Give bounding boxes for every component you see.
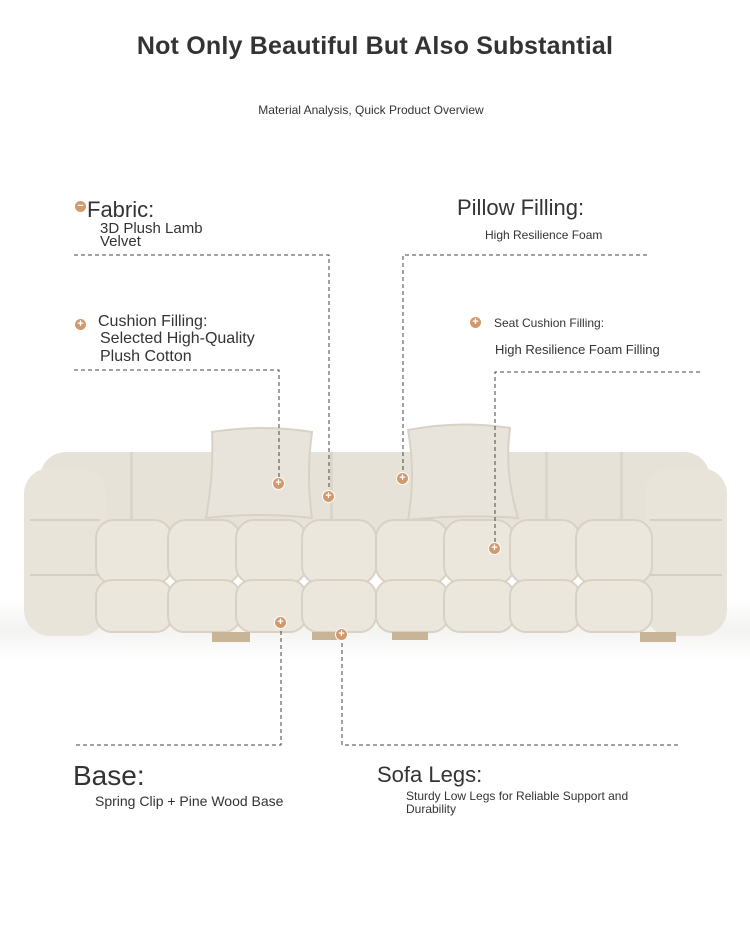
cushion-desc-2: Plush Cotton: [100, 348, 192, 365]
seat-marker-icon[interactable]: [488, 542, 501, 555]
legs-label: Sofa Legs:: [377, 762, 483, 787]
base-label: Base:: [73, 760, 145, 791]
seat-label: Seat Cushion Filling:: [494, 316, 605, 330]
cushion-bullet-icon: [74, 318, 87, 331]
page-subtitle: Material Analysis, Quick Product Overview: [258, 103, 484, 117]
legs-marker-icon[interactable]: [335, 628, 348, 641]
base-desc: Spring Clip + Pine Wood Base: [95, 793, 284, 809]
pillow-label: Pillow Filling:: [457, 195, 585, 220]
base-marker-icon[interactable]: [274, 616, 287, 629]
fabric-desc-2: Velvet: [100, 233, 141, 250]
pillow-desc: High Resilience Foam: [485, 228, 603, 242]
cushion-marker-icon[interactable]: [272, 477, 285, 490]
page-title: Not Only Beautiful But Also Substantial: [136, 32, 614, 60]
seat-desc: High Resilience Foam Filling: [495, 342, 660, 357]
fabric-marker-icon[interactable]: [322, 490, 335, 503]
cushion-label: Cushion Filling:: [98, 313, 208, 330]
legs-desc-1: Sturdy Low Legs for Reliable Support and: [406, 789, 629, 803]
fabric-desc-1: 3D Plush Lamb: [100, 220, 203, 237]
seat-bullet-icon: [469, 316, 482, 329]
pillow-marker-icon[interactable]: [396, 472, 409, 485]
fabric-bullet-icon: [74, 200, 87, 213]
cushion-desc-1: Selected High-Quality: [100, 330, 255, 347]
fabric-label: Fabric:: [87, 197, 155, 222]
legs-desc-2: Durability: [406, 802, 457, 816]
